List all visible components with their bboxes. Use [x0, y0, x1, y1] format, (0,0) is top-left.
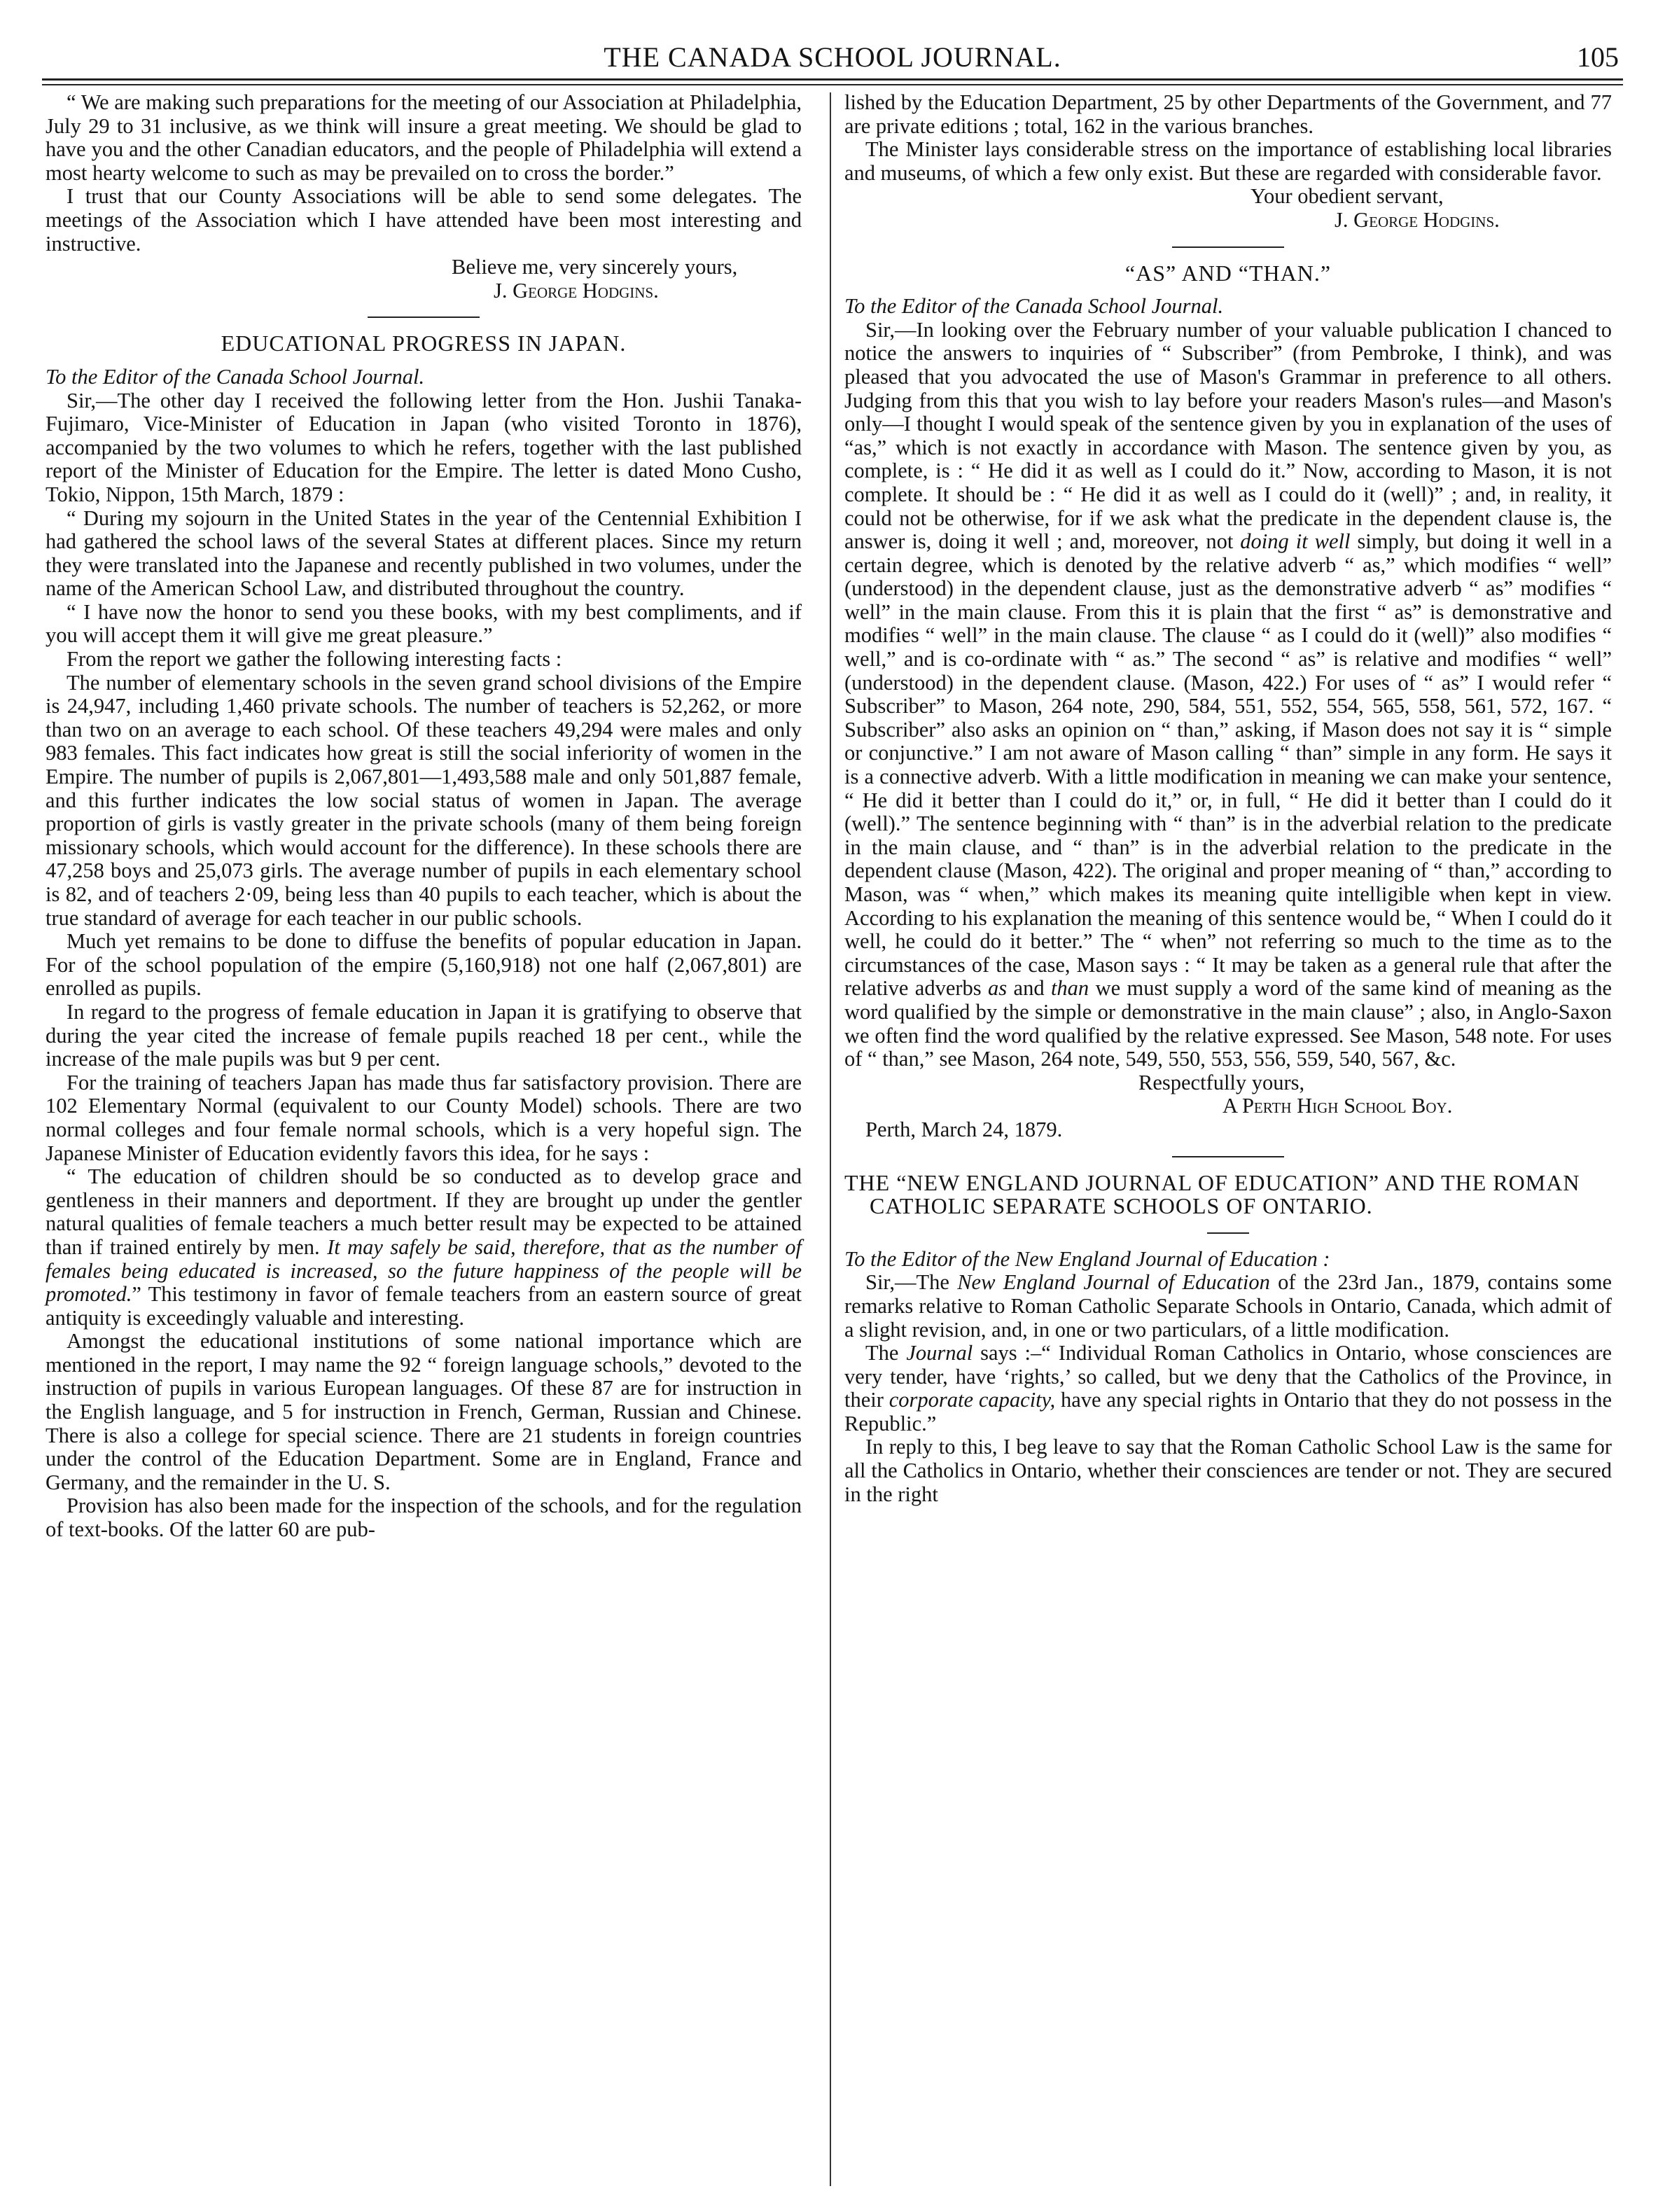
page-number: 105: [1577, 41, 1619, 73]
journal-title: THE CANADA SCHOOL JOURNAL.: [604, 41, 1061, 73]
ne-italic: corporate capacity,: [889, 1388, 1056, 1412]
japan-paragraph: From the report we gather the following interesting facts :: [67, 647, 562, 672]
page-header: [42, 36, 1623, 71]
japan-quote-tail: ” This testimony in favor of female teachers from an eastern source of great antiquity is exceedingly valuable and interesting.: [46, 1282, 802, 1330]
ne-text: Sir,—The: [865, 1270, 949, 1295]
section-rule: [1172, 246, 1284, 248]
section-rule: [368, 317, 480, 318]
header-rule: [42, 78, 1623, 81]
as-text: simply, but doing it well in a certain degree, which is denoted by the relative adverb “ as,” which modifies “ well” (understood) in the dependent clause, just as the demonstrative adverb “ as” modifies “ well” in the main clause. From this it is plain that the first “ as” is demonstrative and modifies “ well” in the main clause. The clause “ as I could do it (well)” also modifies “ well,” and is co-ordinate with “ as.” The second “ as” is relative and modifies “ well” (understood) in the dependent clause. (Mason, 422.) For uses of “ as” I would refer “ Subscriber” to Mason, 264 note, 290, 584, 551, 552, 554, 565, 558, 561, 572, 167. “ Subscriber” also asks an opinion on “ than,” asking, if Mason does not say it is “ simple or conjunctive.” I am not aware of Mason calling “ than” simple in any form. He says it is a connective adverb. With a little modification in meaning we can make your sentence, “ He did it better than I could do it,” or, in full, “ He did it better than I could do it (well).” The sentence beginning with “ than” is in the adverbial relation to the predicate in the main clause, and “ than” is in the adverbial relation to the predicate in the dependent clause (Mason, 422). The original and proper meaning of “ than,” according to Mason, was “ when,” which makes its meaning quite intelligible when kept in view. According to his explanation the meaning of this sentence would be, “ When I could do it well, he could do it better.” The “ when” not referring so much to the time as to the circumstances of the case, Mason says : “ It may be taken as a general rule that after the relative adverbs: [844, 529, 1612, 1001]
as-text: we must supply a word of the same kind of meaning as the word qualified by the simple or demonstrative in the main clause” ; also, in Anglo-Saxon we often find the word qualified by the relative expressed. See Mason, 548 note. For uses of “ than,” see Mason, 264 note, 549, 550, 553, 556, 559, 540, 567, &c.: [844, 976, 1612, 1071]
as-text: and: [1013, 976, 1045, 1001]
japan-quote-italic: It may safely be said, therefore, that as the number of females being educated is increased, so the future happiness of the people will be promoted.: [46, 1234, 802, 1307]
continued-paragraph: The Minister lays considerable stress on the importance of establishing local libraries and museums, of which a few only exist. But these are regarded with considerable favor.: [844, 137, 1612, 185]
new-england-paragraph: In reply to this, I beg leave to say that the Roman Catholic School Law is the same for all the Catholics in Ontario, whether their consciences are tender or not. They are secured in the right: [844, 1435, 1612, 1506]
continued-paragraph: lished by the Education Department, 25 by other Departments of the Government, and 77 are private editions ; total, 162 in the various branches.: [844, 90, 1612, 138]
ne-text: of the 23rd Jan., 1879, contains some remarks relative to Roman Catholic Separate Schools in Ontario, Canada, which admit of a slight revision, and, in one or two particulars, of a little modification.: [844, 1270, 1612, 1342]
japan-paragraph: For the training of teachers Japan has made thus far satisfactory provision. There are 102 Elementary Normal (equivalent to our County Model) schools. There are two normal colleges and four female normal schools, which is a very hopeful sign. The Japanese Minister of Education evidently favors this idea, for he says :: [46, 1070, 802, 1165]
as-than-address: To the Editor of the Canada School Journal.: [844, 294, 1224, 319]
japan-paragraph: In regard to the progress of female education in Japan it is gratifying to observe that during the year cited the increase of female pupils reached 18 per cent., while the increase of the male pupils was but 9 per cent.: [46, 999, 802, 1071]
ne-text: says :–“ Individual Roman Catholics in Ontario, whose consciences are very tender, have ‘rights,’ so called, but we deny that the Catholics of the Province, in their: [844, 1341, 1612, 1412]
intro-signature: J. George Hodgins.: [494, 278, 659, 302]
right-column: [844, 91, 1612, 1506]
new-england-paragraph: [844, 1342, 1612, 1435]
left-column: [46, 91, 802, 1542]
as-italic: than: [1050, 976, 1089, 1001]
as-than-closing: Respectfully yours,: [1138, 1070, 1305, 1094]
as-than-heading: “AS” AND “THAN.”: [1124, 260, 1332, 286]
as-italic: as: [988, 976, 1008, 1001]
japan-paragraph: Amongst the educational institutions of some national importance which are mentioned in the report, I may name the 92 “ foreign language schools,” devoted to the instruction of pupils in various European languages. Of these 87 are for instruction in the English language, and 5 for instruction in French, German, Russian and Chinese. There is also a college for special science. There are 21 students in foreign countries under the control of the Education Department. Some are in England, France and Germany, and the remainder in the U. S.: [46, 1329, 802, 1494]
as-than-date: Perth, March 24, 1879.: [865, 1117, 1063, 1141]
new-england-paragraph: [844, 1271, 1612, 1342]
as-than-body: [844, 319, 1612, 1071]
ne-italic: Journal: [906, 1341, 973, 1365]
japan-paragraph: Sir,—The other day I received the following letter from the Hon. Jushii Tanaka-Fujimaro, Vice-Minister of Education in Japan (who visited Toronto in 1876), accompanied by the two volumes to which he refers, together with the last published report of the Minister of Education for the Empire. The letter is dated Mono Cusho, Tokio, Nippon, 15th March, 1879 :: [46, 388, 802, 506]
new-england-address: To the Editor of the New England Journal of Education :: [844, 1246, 1330, 1271]
new-england-heading: THE “NEW ENGLAND JOURNAL OF EDUCATION” AND THE ROMAN CATHOLIC SEPARATE SCHOOLS OF ONTARIO.: [844, 1169, 1580, 1219]
continued-closing: Your obedient servant,: [1251, 184, 1444, 209]
section-rule: [1172, 1156, 1284, 1157]
section-rule-short: [1207, 1232, 1249, 1234]
ne-italic: New England Journal of Education: [957, 1270, 1270, 1295]
intro-quote: “ We are making such preparations for the meeting of our Association at Philadelphia, July 29 to 31 inclusive, as we think will insure a great meeting. We should be glad to have you and the other Canadian educators, and the people of Philadelphia will extend a most hearty welcome to such as may be prevailed on to cross the border.”: [46, 90, 802, 185]
japan-quote-paragraph: [46, 1165, 802, 1330]
continued-signature: J. George Hodgins.: [1335, 207, 1500, 232]
as-text: Sir,—In looking over the February number of your valuable publication I chanced to notice the answers to inquiries of “ Subscriber” (from Pembroke, I think), and was pleased that you advocated the use of Mason's Grammar in preference to all others. Judging from this that you wish to lay before your readers Mason's rules—and Mason's only—I thought I would speak of the sentence given by you in explanation of the uses of “as,” which is not exactly in accordance with Mason. The sentence given by you, as complete, is : “ He did it as well as I could do it.” Now, according to Mason, it is not complete. It should be : “ He did it as well as I could do it (well)” ; and, in reality, it could not be otherwise, for if we ask what the predicate in the dependent clause is, the answer is, doing it well ; and, moreover, not: [844, 317, 1612, 554]
japan-address: To the Editor of the Canada School Journal.: [46, 364, 425, 389]
intro-trust: I trust that our County Associations will be able to send some delegates. The meetings of the Association which I have attended have been most interesting and instructive.: [46, 184, 802, 256]
as-than-signature: A Perth High School Boy.: [1222, 1094, 1453, 1118]
as-italic: doing it well: [1240, 529, 1351, 554]
japan-paragraph: Much yet remains to be done to diffuse the benefits of popular education in Japan. For of the school population of the empire (5,160,918) not one half (2,067,801) are enrolled as pupils.: [46, 929, 802, 1001]
japan-paragraph: The number of elementary schools in the seven grand school divisions of the Empire is 24,947, including 1,460 private schools. The number of teachers is 52,262, or more than two on an average to each school. Of these teachers 49,294 were males and only 983 females. This fact indicates how great is still the social inferiority of women in the Empire. The number of pupils is 2,067,801—1,493,588 male and only 501,887 female, and this further indicates the low social status of women in Japan. The average proportion of girls is vastly greater in the private schools (many of them being foreign missionary schools, which would account for the difference). In these schools there are 47,258 boys and 25,073 girls. The average number of pupils in each elementary school is 82, and of teachers 2·09, being less than 40 pupils to each teacher, which is about the true standard of average for each teacher in our public schools.: [46, 670, 802, 930]
japan-paragraph: “ I have now the honor to send you these books, with my best compliments, and if you will accept them it will give me great pleasure.”: [46, 599, 802, 648]
column-divider: [830, 92, 831, 2186]
ne-text: have any special rights in Ontario that they do not possess in the Republic.”: [844, 1388, 1612, 1435]
japan-paragraph: “ During my sojourn in the United States in the year of the Centennial Exhibition I had gathered the school laws of the several States at different places. Since my return they were translated into the Japanese and recently published in two volumes, under the name of the American School Law, and distributed throughout the country.: [46, 506, 802, 601]
ne-text: The: [865, 1341, 899, 1365]
japan-heading: EDUCATIONAL PROGRESS IN JAPAN.: [221, 331, 627, 356]
japan-quote-text: “ The education of children should be so conducted as to develop grace and gentleness in their manners and deportment. If they are brought up under the gentler natural qualities of female teachers a much better result may be expected to be attained than if trained entirely by men.: [46, 1164, 802, 1259]
japan-paragraph: Provision has also been made for the inspection of the schools, and for the regulation of text-books. Of the latter 60 are pub-: [46, 1494, 802, 1542]
header-rule-secondary: [42, 84, 1623, 85]
intro-closing: Believe me, very sincerely yours,: [452, 255, 738, 279]
